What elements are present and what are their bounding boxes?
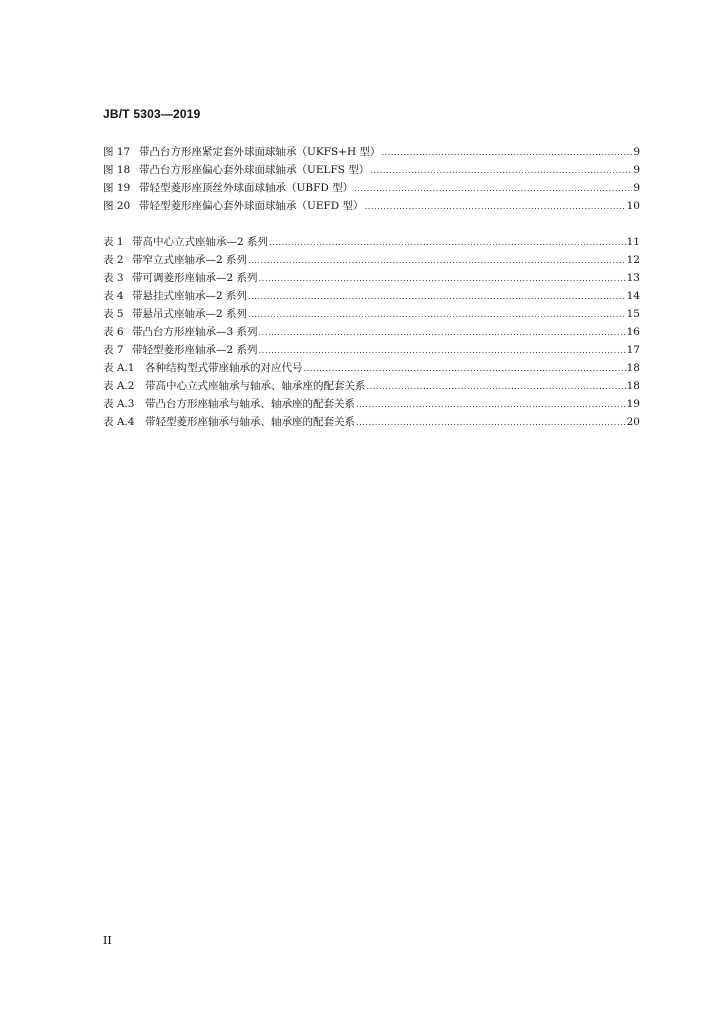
toc-entry-table-a4[interactable] xyxy=(103,413,640,431)
toc-entry-page: 11 xyxy=(626,236,640,248)
toc-entry-title: 带悬吊式座轴承—2 系列 xyxy=(132,308,248,320)
dot-leader xyxy=(381,144,632,162)
toc-entry-label: 图 18 xyxy=(103,164,131,176)
toc-entry-title: 各种结构型式带座轴承的对应代号 xyxy=(145,362,303,374)
toc-entry-title: 带高中心立式座轴承—2 系列 xyxy=(132,236,269,248)
toc-entry-page: 13 xyxy=(626,272,640,284)
toc-entry-page: 16 xyxy=(626,326,640,338)
dot-leader xyxy=(248,288,626,306)
toc-entry-figure-17[interactable] xyxy=(103,143,640,161)
toc-entry-label: 表 A.3 xyxy=(103,398,135,410)
toc-entry-page: 18 xyxy=(626,380,640,392)
toc-entry-table-2[interactable] xyxy=(103,251,640,269)
dot-leader xyxy=(259,342,626,360)
toc-entry-table-a3[interactable] xyxy=(103,395,640,413)
toc-entry-label: 表 4 xyxy=(103,290,124,302)
toc-entry-figure-19[interactable] xyxy=(103,179,640,197)
dot-leader xyxy=(248,252,626,270)
list-of-figures xyxy=(103,143,640,215)
toc-entry-figure-18[interactable] xyxy=(103,161,640,179)
toc-entry-table-1[interactable] xyxy=(103,233,640,251)
toc-entry-page: 17 xyxy=(626,344,640,356)
toc-entry-table-4[interactable] xyxy=(103,287,640,305)
toc-entry-table-a1[interactable] xyxy=(103,359,640,377)
toc-entry-title: 带凸台方形座紧定套外球面球轴承（UKFS+H 型） xyxy=(139,146,381,158)
toc-entry-page: 10 xyxy=(626,200,640,212)
toc-entry-page: 18 xyxy=(626,362,640,374)
list-of-tables xyxy=(103,233,640,431)
toc-entry-label: 图 19 xyxy=(103,182,131,194)
toc-entry-page: 9 xyxy=(633,164,640,176)
dot-leader xyxy=(356,414,626,432)
toc-entry-page: 9 xyxy=(633,182,640,194)
toc-entry-page: 12 xyxy=(626,254,640,266)
toc-entry-title: 带轻型菱形座偏心套外球面球轴承（UEFD 型） xyxy=(139,200,364,212)
dot-leader xyxy=(259,324,626,342)
toc-entry-title: 带凸台方形座轴承—3 系列 xyxy=(132,326,258,338)
toc-entry-label: 表 2 xyxy=(103,254,124,266)
toc-entry-title: 带可调菱形座轴承—2 系列 xyxy=(132,272,258,284)
toc-entry-title: 带轻型菱形座轴承与轴承、轴承座的配套关系 xyxy=(145,416,355,428)
toc-entry-label: 表 A.2 xyxy=(103,380,135,392)
toc-entry-page: 15 xyxy=(626,308,640,320)
toc-entry-label: 图 17 xyxy=(103,146,131,158)
document-code: JB/T 5303—2019 xyxy=(103,107,201,121)
toc-entry-label: 表 1 xyxy=(103,236,124,248)
dot-leader xyxy=(259,270,626,288)
toc-entry-table-a2[interactable] xyxy=(103,377,640,395)
toc-entry-label: 表 3 xyxy=(103,272,124,284)
dot-leader xyxy=(354,180,632,198)
dot-leader xyxy=(248,306,626,324)
toc-entry-label: 表 5 xyxy=(103,308,124,320)
toc-entry-page: 14 xyxy=(626,290,640,302)
dot-leader xyxy=(365,198,626,216)
toc-entry-page: 20 xyxy=(626,416,640,428)
toc-entry-title: 带凸台方形座偏心套外球面球轴承（UELFS 型） xyxy=(139,164,370,176)
toc-entry-table-5[interactable] xyxy=(103,305,640,323)
toc-entry-page: 9 xyxy=(633,146,640,158)
toc-entry-table-6[interactable] xyxy=(103,323,640,341)
toc-entry-title: 带悬挂式座轴承—2 系列 xyxy=(132,290,248,302)
toc-entry-label: 表 A.1 xyxy=(103,362,135,374)
toc-entry-label: 表 6 xyxy=(103,326,124,338)
toc-entry-table-3[interactable] xyxy=(103,269,640,287)
toc-entry-title: 带窄立式座轴承—2 系列 xyxy=(132,254,248,266)
toc-entry-page: 19 xyxy=(626,398,640,410)
dot-leader xyxy=(356,396,626,414)
toc-entry-table-7[interactable] xyxy=(103,341,640,359)
toc-entry-label: 表 A.4 xyxy=(103,416,135,428)
toc-entry-figure-20[interactable] xyxy=(103,197,640,215)
toc-entry-label: 表 7 xyxy=(103,344,124,356)
dot-leader xyxy=(367,378,626,396)
toc-entry-title: 带轻型菱形座轴承—2 系列 xyxy=(132,344,258,356)
dot-leader xyxy=(269,234,626,252)
page-number: II xyxy=(103,934,112,947)
toc-entry-title: 带凸台方形座轴承与轴承、轴承座的配套关系 xyxy=(145,398,355,410)
toc-entry-title: 带轻型菱形座顶丝外球面球轴承（UBFD 型） xyxy=(139,182,354,194)
dot-leader xyxy=(370,162,632,180)
toc-entry-title: 带高中心立式座轴承与轴承、轴承座的配套关系 xyxy=(145,380,366,392)
dot-leader xyxy=(304,360,626,378)
toc-entry-label: 图 20 xyxy=(103,200,131,212)
